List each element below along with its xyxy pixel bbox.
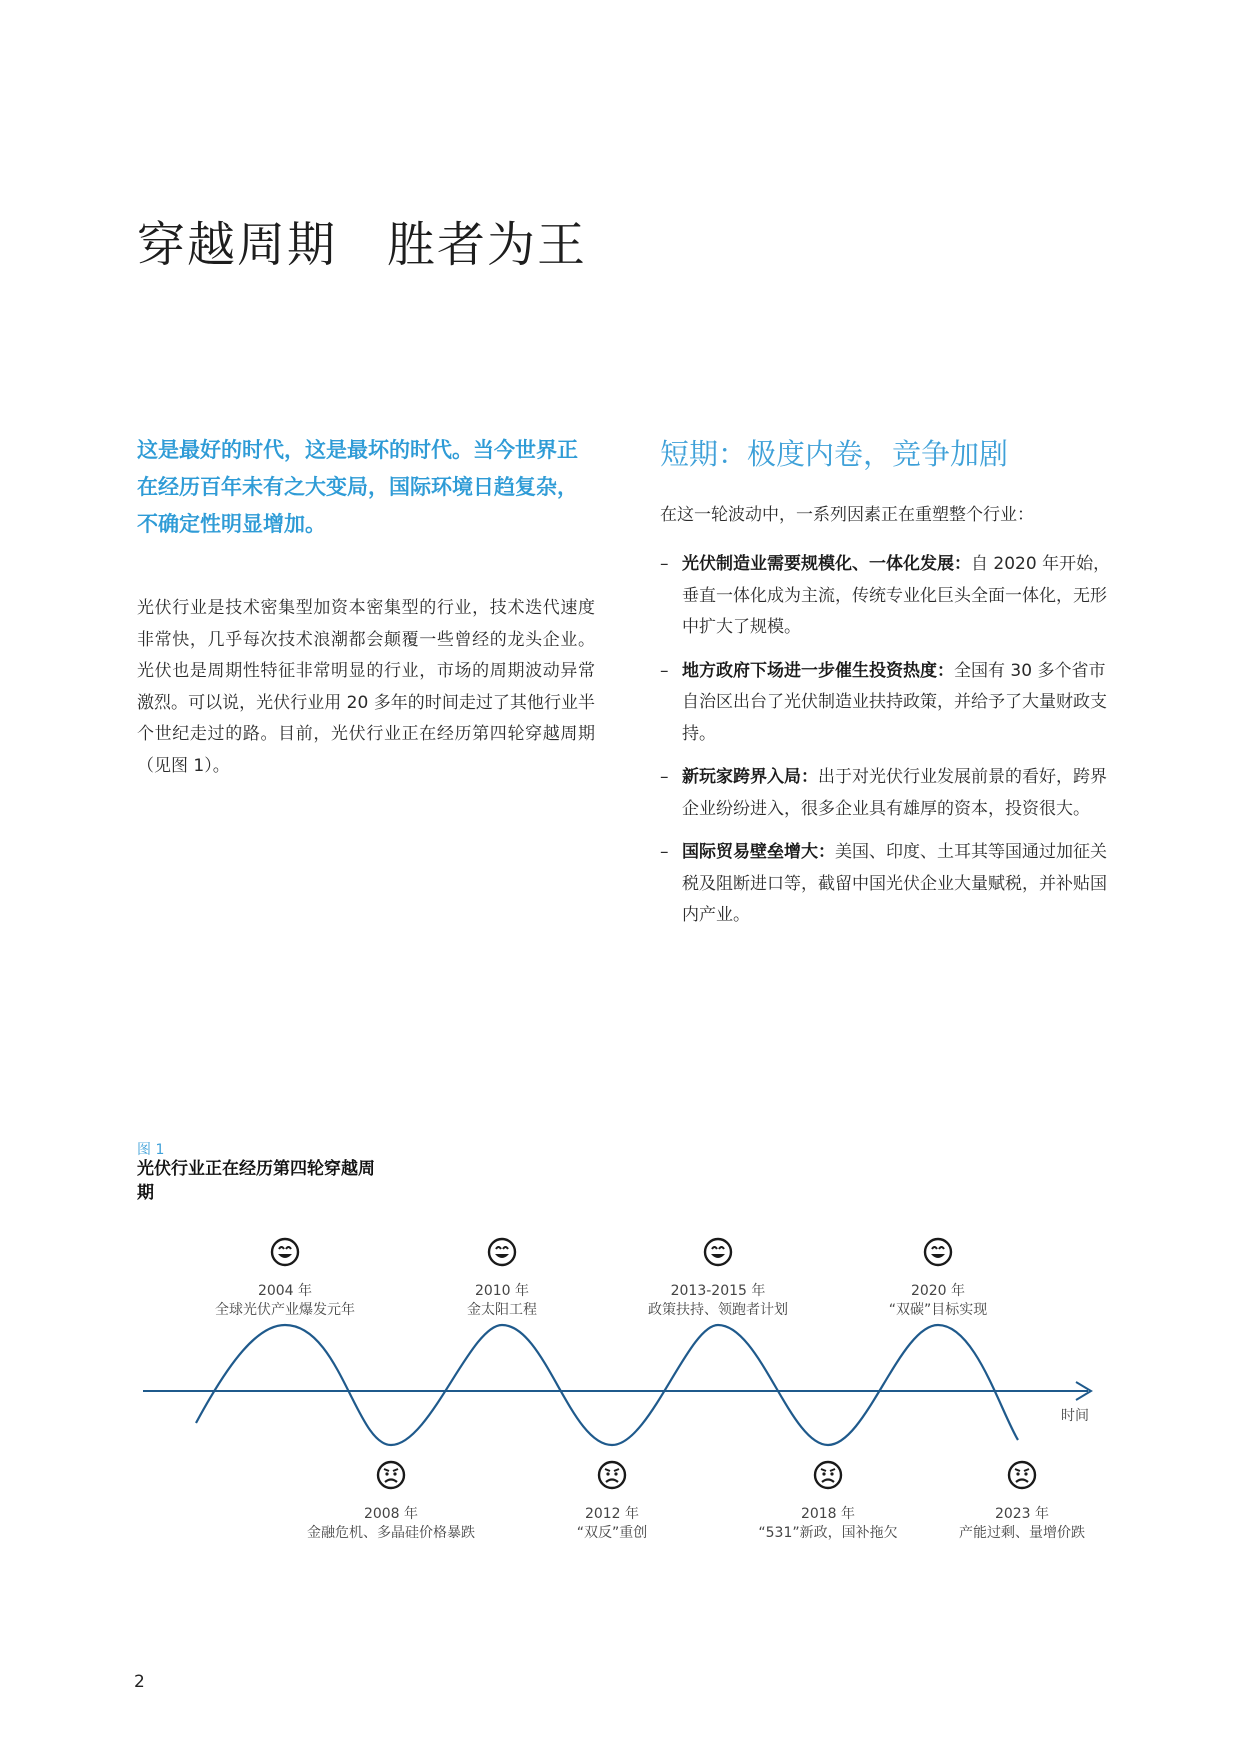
bullet-dash: – bbox=[660, 660, 669, 681]
bullet-text: 出于对光伏行业发展前景的看好，跨界企业纷纷进入，很多企业具有雄厚的资本，投资很大。 bbox=[682, 767, 1107, 819]
peak-desc: 金太阳工程 bbox=[467, 1302, 537, 1318]
page-title: 穿越周期 胜者为王 bbox=[137, 217, 588, 273]
peak-year: 2004 年 bbox=[257, 1283, 313, 1299]
smile-face-icon bbox=[489, 1239, 515, 1265]
bullet-dash: – bbox=[660, 842, 669, 862]
cycle-timeline-diagram bbox=[0, 1200, 1240, 1600]
bullet-text: 美国、印度、土耳其等国通过加征关税及阻断进口等，截留中国光伏企业大量赋税，并补贴国内产业。 bbox=[682, 842, 1107, 925]
list-item bbox=[660, 656, 1120, 751]
trough-year: 2012 年 bbox=[584, 1506, 640, 1522]
section-heading: 短期：极度内卷，竞争加剧 bbox=[660, 437, 1009, 471]
list-item bbox=[660, 837, 1120, 932]
trough-desc: 金融危机、多晶硅价格暴跌 bbox=[307, 1525, 475, 1541]
frown-face-icon bbox=[378, 1462, 404, 1488]
smile-face-icon bbox=[925, 1239, 951, 1265]
smile-face-icon bbox=[705, 1239, 731, 1265]
intro-highlight: 这是最好的时代，这是最坏的时代。当今世界正在经历百年未有之大变局，国际环境日趋复杂，不确定性明显增加。 bbox=[137, 438, 578, 536]
axis-label: 时间 bbox=[1061, 1408, 1089, 1424]
bullet-dash: – bbox=[660, 554, 669, 574]
bullet-lead: 光伏制造业需要规模化、一体化发展： bbox=[682, 554, 971, 574]
trough-desc: “双反”重创 bbox=[576, 1525, 648, 1541]
page-number: 2 bbox=[134, 1672, 145, 1692]
frown-face-icon bbox=[1009, 1462, 1035, 1488]
bullet-text: 自 2020 年开始，垂直一体化成为主流，传统专业化巨头全面一体化，无形中扩大了规模。 bbox=[682, 554, 1111, 637]
trough-year: 2008 年 bbox=[363, 1506, 419, 1522]
trough-year: 2018 年 bbox=[800, 1506, 856, 1522]
bullet-lead: 地方政府下场进一步催生投资热度： bbox=[682, 660, 954, 681]
bullet-lead: 国际贸易壁垒增大： bbox=[682, 842, 835, 862]
peak-year: 2010 年 bbox=[474, 1283, 530, 1299]
frown-face-icon bbox=[815, 1462, 841, 1488]
section-lead: 在这一轮波动中，一系列因素正在重塑整个行业： bbox=[660, 505, 1034, 525]
bullet-dash: – bbox=[660, 767, 669, 787]
peak-desc: “双碳”目标实现 bbox=[888, 1302, 988, 1318]
peak-year: 2020 年 bbox=[910, 1283, 966, 1299]
frown-face-icon bbox=[599, 1462, 625, 1488]
bullet-lead: 新玩家跨界入局： bbox=[682, 767, 818, 787]
figure-title: 光伏行业正在经历第四轮穿越周期 bbox=[137, 1159, 375, 1203]
peak-year: 2013-2015 年 bbox=[670, 1283, 766, 1299]
peak-desc: 政策扶持、领跑者计划 bbox=[648, 1302, 788, 1318]
factor-list bbox=[660, 549, 1120, 944]
smile-face-icon bbox=[272, 1239, 298, 1265]
bullet-text: 全国有 30 多个省市自治区出台了光伏制造业扶持政策，并给予了大量财政支持。 bbox=[682, 660, 1107, 744]
list-item bbox=[660, 762, 1120, 825]
cycle-wave bbox=[196, 1325, 1018, 1445]
body-paragraph: 光伏行业是技术密集型加资本密集型的行业，技术迭代速度非常快，几乎每次技术浪潮都会颠覆一些曾经的龙头企业。光伏也是周期性特征非常明显的行业，市场的周期波动异常激烈。可以说，光伏行业用 20 多年的时间走过了其他行业半个世纪走过的路。目前，光伏行业正在经历第四轮穿越周期（见图 1）。 bbox=[137, 598, 595, 776]
list-item bbox=[660, 549, 1120, 644]
peak-desc: 全球光伏产业爆发元年 bbox=[215, 1302, 355, 1318]
trough-year: 2023 年 bbox=[994, 1506, 1050, 1522]
figure-label: 图 1 bbox=[137, 1142, 165, 1158]
trough-desc: 产能过剩、量增价跌 bbox=[959, 1525, 1085, 1541]
trough-desc: “531”新政，国补拖欠 bbox=[758, 1525, 898, 1541]
